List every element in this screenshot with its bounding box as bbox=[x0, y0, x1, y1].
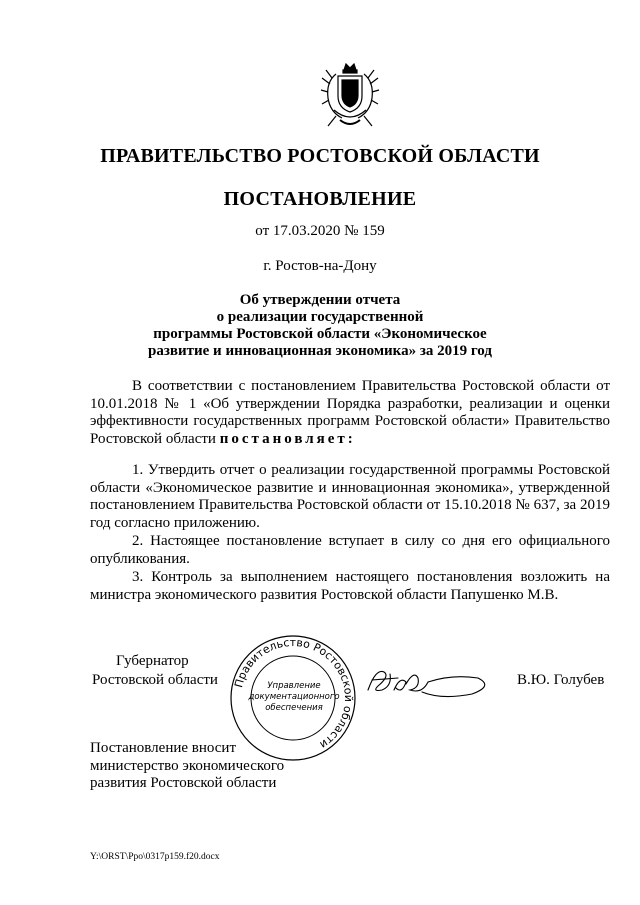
submitter-note bbox=[90, 740, 284, 793]
submitter-line: Постановление вносит bbox=[90, 740, 237, 756]
decree-item-1: 1. Утвердить отчет о реализации государственной программы Ростовской области «Экономическое развитие и инновационная экономика», утвержденной постановлением Правительства Ростовской области от 15.10.2018 № 637, за 2019 год согласно приложению. bbox=[90, 462, 610, 531]
stamp-inner-text: Управление bbox=[267, 681, 321, 691]
submitter-line: развития Ростовской области bbox=[90, 775, 277, 791]
subject-line: Об утверждении отчета bbox=[239, 292, 401, 308]
decree-item-2: 2. Настоящее постановление вступает в силу со дня его официального опубликования. bbox=[90, 533, 610, 567]
position-line: Губернатор bbox=[116, 653, 189, 669]
subject-line: программы Ростовской области «Экономическое bbox=[153, 326, 487, 342]
stamp-outer-text: Правительство Ростовской области bbox=[232, 635, 356, 752]
document-type: ПОСТАНОВЛЕНИЕ bbox=[223, 188, 417, 210]
stamp-inner-text: обеспечения bbox=[265, 703, 323, 713]
government-title: ПРАВИТЕЛЬСТВО РОСТОВСКОЙ ОБЛАСТИ bbox=[100, 145, 540, 167]
subject-line: о реализации государственной bbox=[216, 309, 424, 325]
position-line: Ростовской области bbox=[92, 672, 218, 688]
handwritten-signature bbox=[362, 660, 492, 705]
signatory-name: В.Ю. Голубев bbox=[517, 672, 605, 688]
stamp-inner-text: документационного bbox=[248, 692, 340, 702]
decree-word: постановляет: bbox=[219, 430, 356, 447]
document-subject bbox=[0, 292, 640, 360]
submitter-line: министерство экономического bbox=[90, 757, 285, 774]
subject-line: развитие и инновационная экономика» за 2019 год bbox=[148, 343, 492, 359]
document-date-number: от 17.03.2020 № 159 bbox=[255, 223, 385, 239]
preamble-text: В соответствии с постановлением Правительства Ростовской области от 10.01.2018 № 1 «Об утверждении Порядка разработки, реализации и оценки эффективности государственных программ Ростовской области» Правительство Ростовской области bbox=[90, 378, 610, 447]
document-city: г. Ростов-на-Дону bbox=[263, 258, 377, 274]
decree-item-3: 3. Контроль за выполнением настоящего постановления возложить на министра экономического развития Ростовской области Папушенко М.В. bbox=[90, 569, 610, 603]
signatory-position bbox=[92, 652, 218, 690]
preamble-paragraph bbox=[90, 378, 610, 448]
file-path: Y:\ORST\Ppo\0317p159.f20.docx bbox=[90, 852, 220, 862]
coat-of-arms-icon bbox=[318, 62, 382, 132]
